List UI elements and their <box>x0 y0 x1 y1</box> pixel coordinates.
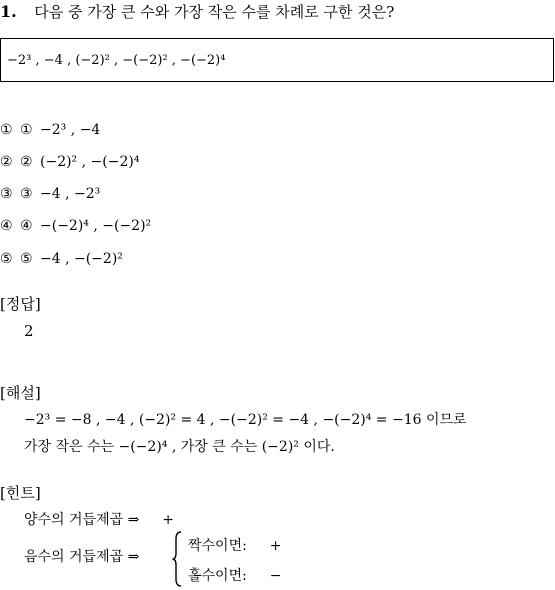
hint-odd-sign: − <box>269 568 282 584</box>
hint-brace-icon <box>172 531 182 587</box>
choice-1[interactable] <box>0 122 100 137</box>
hint-even-label: 짝수이면: <box>188 538 247 554</box>
hint-odd-label: 홀수이면: <box>188 568 247 584</box>
choice-1-inner-marker: ① <box>20 122 33 138</box>
hint-positive-line <box>24 513 174 527</box>
explanation-label: [해설] <box>0 384 41 402</box>
choice-1-outer-marker[interactable]: ① <box>0 122 13 138</box>
choice-2[interactable] <box>0 154 139 169</box>
hint-label: [힌트] <box>0 484 41 502</box>
choice-3-outer-marker[interactable]: ③ <box>0 186 13 202</box>
choice-5-outer-marker[interactable]: ⑤ <box>0 251 13 267</box>
choice-4-inner-marker: ④ <box>20 218 33 234</box>
choice-5[interactable] <box>0 251 123 266</box>
question-number: 1. <box>0 2 17 21</box>
choice-2-inner-marker: ② <box>20 154 33 170</box>
hint-even-row <box>188 539 281 553</box>
hint-positive-text: 양수의 거듭제곱 ⇒ <box>24 512 140 528</box>
question-header <box>0 4 394 20</box>
explanation-line-1: −2³ = −8 , −4 , (−2)² = 4 , −(−2)² = −4 , −(−2)⁴ = −16 이므로 <box>24 412 467 428</box>
choice-4[interactable] <box>0 218 151 233</box>
choice-1-text: −2³ , −4 <box>40 122 101 138</box>
choice-4-text: −(−2)⁴ , −(−2)² <box>40 218 152 234</box>
choice-3-inner-marker: ③ <box>20 186 33 202</box>
choice-3[interactable] <box>0 186 100 201</box>
given-numbers: −2³ , −4 , (−2)² , −(−2)² , −(−2)⁴ <box>7 53 226 68</box>
question-text: 다음 중 가장 큰 수와 가장 작은 수를 차례로 구한 것은? <box>34 3 395 21</box>
answer-label: [정답] <box>0 295 41 313</box>
answer-value: 2 <box>24 322 34 340</box>
choice-2-outer-marker[interactable]: ② <box>0 154 13 170</box>
given-numbers-box <box>0 38 554 82</box>
choice-5-inner-marker: ⑤ <box>20 251 33 267</box>
explanation-line-2: 가장 작은 수는 −(−2)⁴ , 가장 큰 수는 (−2)² 이다. <box>24 439 335 455</box>
choice-3-text: −4 , −2³ <box>40 186 101 202</box>
hint-odd-row <box>188 569 281 583</box>
choice-4-outer-marker[interactable]: ④ <box>0 218 13 234</box>
choice-5-text: −4 , −(−2)² <box>40 251 123 267</box>
choice-2-text: (−2)² , −(−2)⁴ <box>40 154 140 170</box>
hint-negative-line: 음수의 거듭제곱 ⇒ <box>24 549 140 565</box>
hint-positive-sign: + <box>162 512 174 528</box>
hint-even-sign: + <box>269 538 282 554</box>
